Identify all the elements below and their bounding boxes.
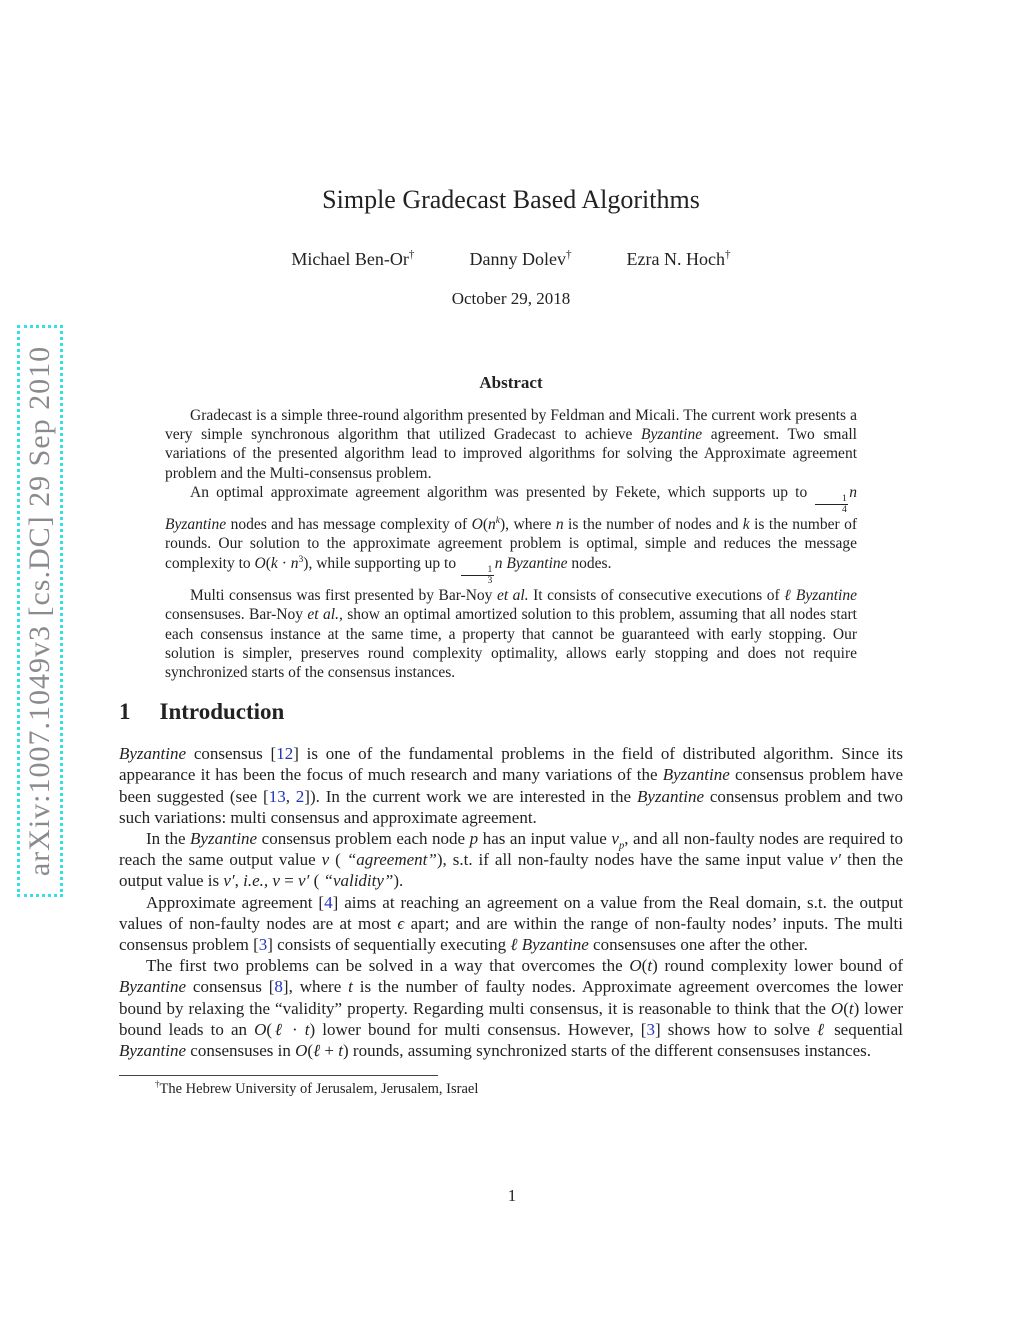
citation-link[interactable]: 3: [646, 1019, 655, 1039]
abstract-body: [165, 406, 857, 682]
paper-title: Simple Gradecast Based Algorithms: [322, 185, 700, 214]
introduction-body: [119, 743, 903, 1061]
section-number: 1: [119, 699, 131, 725]
body-paragraph: Approximate agreement [4] aims at reaching an agreement on a value from the Real domain, s.t. the output values of non-faulty nodes are at most ϵ apart; and are within the range of non-faulty nodes’ inputs. The multi consensus problem [3] consists of sequentially executing ℓ Byzantine consensuses one after the other.: [119, 892, 903, 954]
author-name: Danny Dolev†: [469, 249, 572, 269]
paper-date: October 29, 2018: [451, 289, 571, 308]
section-title: Introduction: [159, 699, 285, 725]
citation-link[interactable]: 12: [276, 744, 294, 764]
abstract-paragraph: An optimal approximate agreement algorithm was presented by Fekete, which supports up to $\frac{1}{4}$ n Byzantine nodes and has message complexity of $O(n^k)$, where n is the number of nodes and k is the number of rounds. Our solution to the approximate agreement problem is optimal, simple and reduces the message complexity to $O(k \cdot n^3)$, while supporting up to $\frac{1}{3}$ n Byzantine nodes.: [165, 483, 857, 587]
body-paragraph: The first two problems can be solved in a way that overcomes the O(t) round complexity lower bound of Byzantine consensus [8], where t is the number of faulty nodes. Approximate agreement overcomes the lower bound by relaxing the “validity” property. Regarding multi consensus, it is reasonable to think that the O(t) lower bound leads to an O(ℓ · t) lower bound for multi consensus. However, [3] shows how to solve ℓ sequential Byzantine consensuses in O(ℓ + t) rounds, assuming synchronized starts of the different consensuses instances.: [119, 956, 903, 1061]
arxiv-stamp: [17, 325, 63, 897]
footnote-rule: [119, 1075, 438, 1076]
paper-content: [119, 0, 903, 1099]
arxiv-stamp-text: arXiv:1007.1049v3 [cs.DC] 29 Sep 2010: [23, 345, 56, 877]
author-list: [119, 248, 903, 270]
section-heading: [119, 698, 903, 726]
citation-link[interactable]: 3: [258, 935, 268, 954]
citation-link[interactable]: 4: [324, 892, 333, 912]
abstract-heading: Abstract: [479, 373, 543, 392]
body-paragraph: In the Byzantine consensus problem each node p has an input value $v_p$, and all non-faulty nodes are required to reach the same output value v ( “agreement”), s.t. if all non-faulty nodes have the same input value v′ then the output value is v′, i.e., v = v′ ( “validity”).: [119, 828, 904, 891]
citation-link[interactable]: 8: [274, 977, 283, 997]
body-paragraph: Byzantine consensus [12] is one of the fundamental problems in the field of distributed algorithm. Since its appearance it has been the focus of much research and many variations of the Byzantine consensus problem have been suggested (see [13, 2]). In the current work we are interested in the Byzantine consensus problem and two such variations: multi consensus and approximate agreement.: [119, 744, 904, 827]
abstract-paragraph: Multi consensus was first presented by Bar-Noy et al. It consists of consecutive executions of ℓ Byzantine consensuses. Bar-Noy et al., show an optimal amortized solution to this problem, assuming that all nodes start each consensus instance at the same time, a property that cannot be guaranteed with early stopping. Our solution is simpler, preserves round complexity optimality, allows early stopping and does not require synchronized starts of the consensus instances.: [165, 587, 857, 681]
citation-link[interactable]: 13: [268, 786, 286, 806]
page-number: 1: [507, 1186, 517, 1205]
author-name: Ezra N. Hoch†: [626, 249, 731, 269]
abstract-section: [165, 372, 857, 682]
citation-link[interactable]: 2: [295, 786, 305, 806]
footnote-text: †The Hebrew University of Jerusalem, Jerusalem, Israel: [155, 1079, 479, 1098]
abstract-paragraph: Gradecast is a simple three-round algorithm presented by Feldman and Micali. The current work presents a very simple synchronous algorithm that utilized Gradecast to achieve Byzantine agreement. Two small variations of the presented algorithm lead to improved algorithms for solving the Approximate agreement problem and the Multi-consensus problem.: [165, 407, 857, 482]
author-name: Michael Ben-Or†: [291, 249, 415, 269]
